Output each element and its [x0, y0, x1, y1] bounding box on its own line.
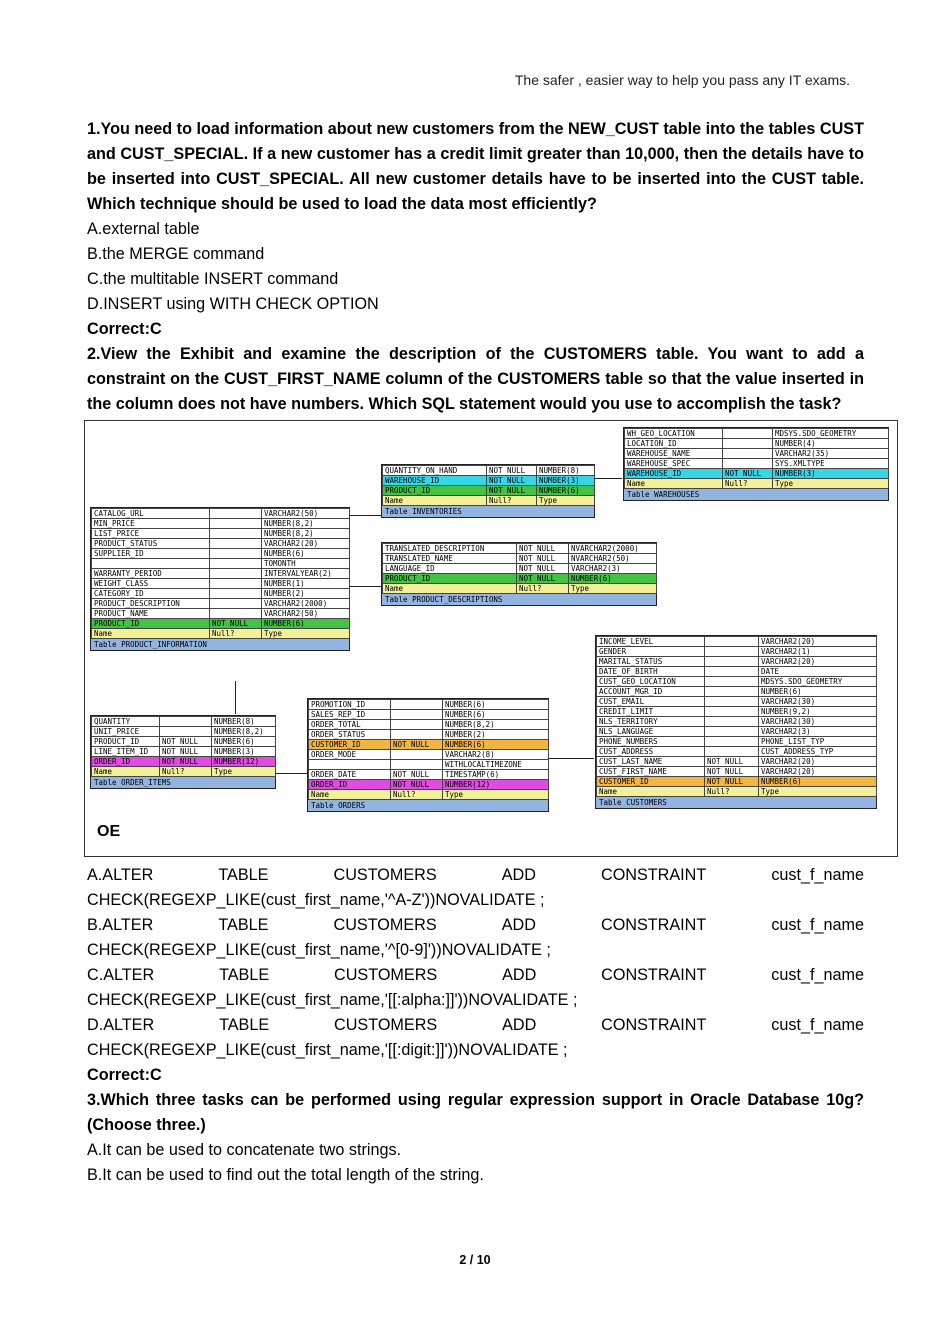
data-type-cell: VARCHAR2(3) — [759, 727, 877, 737]
relationship-line — [349, 586, 381, 587]
table-row — [309, 730, 549, 740]
column-name-cell: Name — [92, 767, 160, 777]
column-name-cell: CUST_GEO_LOCATION — [597, 677, 705, 687]
null-constraint-cell — [705, 647, 759, 657]
column-name-cell: ORDER_STATUS — [309, 730, 391, 740]
null-constraint-cell — [705, 747, 759, 757]
table-row — [383, 544, 657, 554]
column-name-cell: NLS_TERRITORY — [597, 717, 705, 727]
column-name-cell: CATEGORY_ID — [92, 589, 210, 599]
column-name-cell: Name — [92, 629, 210, 639]
table-row — [92, 727, 276, 737]
null-constraint-cell: NOT NULL — [160, 757, 212, 767]
null-constraint-cell — [705, 717, 759, 727]
table-caption: Table PRODUCT_DESCRIPTIONS — [382, 594, 656, 605]
data-type-cell: NUMBER(12) — [212, 757, 276, 767]
null-constraint-cell — [210, 529, 262, 539]
table-row — [625, 459, 889, 469]
table-row — [597, 787, 877, 797]
data-type-cell: NUMBER(6) — [569, 574, 657, 584]
column-name-cell: LANGUAGE_ID — [383, 564, 517, 574]
table-row — [92, 747, 276, 757]
null-constraint-cell — [705, 637, 759, 647]
exhibit-schema-diagram — [84, 420, 898, 857]
null-constraint-cell: NOT NULL — [487, 476, 537, 486]
null-constraint-cell — [210, 549, 262, 559]
table-row — [597, 747, 877, 757]
data-type-cell: NUMBER(8,2) — [262, 529, 350, 539]
table-order-items — [90, 715, 276, 789]
table-caption: Table INVENTORIES — [382, 506, 594, 517]
table-row — [309, 750, 549, 760]
q2-option-c-line2: CHECK(REGEXP_LIKE(cust_first_name,'[[:alpha:]]'))NOVALIDATE ; — [87, 991, 578, 1009]
data-type-cell: WITHLOCALTIMEZONE — [443, 760, 549, 770]
null-constraint-cell: NOT NULL — [705, 777, 759, 787]
table-row — [597, 717, 877, 727]
table-row — [92, 609, 350, 619]
data-type-cell: TIMESTAMP(6) — [443, 770, 549, 780]
null-constraint-cell: Null? — [517, 584, 569, 594]
table-row — [92, 559, 350, 569]
column-name-cell: SUPPLIER_ID — [92, 549, 210, 559]
column-name-cell: PROMOTION_ID — [309, 700, 391, 710]
q2-option-d-line1: D.ALTER TABLE CUSTOMERS ADD CONSTRAINT cust_f_name — [87, 1016, 864, 1034]
column-name-cell: ORDER_ID — [92, 757, 160, 767]
column-name-cell: CUST_LAST_NAME — [597, 757, 705, 767]
table-row — [92, 599, 350, 609]
null-constraint-cell — [210, 569, 262, 579]
table-row — [92, 549, 350, 559]
q3-option-b: B.It can be used to find out the total length of the string. — [87, 1166, 484, 1184]
data-type-cell: NUMBER(6) — [443, 710, 549, 720]
table-row — [597, 707, 877, 717]
table-row — [597, 677, 877, 687]
null-constraint-cell: NOT NULL — [517, 564, 569, 574]
data-type-cell: NUMBER(12) — [443, 780, 549, 790]
null-constraint-cell — [705, 677, 759, 687]
table-caption: Table ORDER_ITEMS — [91, 777, 275, 788]
data-type-cell: VARCHAR2(1) — [759, 647, 877, 657]
data-type-cell: NUMBER(3) — [773, 469, 889, 479]
column-name-cell: PRODUCT_ID — [383, 574, 517, 584]
table-row — [625, 469, 889, 479]
null-constraint-cell — [705, 687, 759, 697]
table-row — [309, 700, 549, 710]
data-type-cell: Type — [537, 496, 595, 506]
relationship-line — [275, 773, 307, 774]
data-type-cell: NUMBER(2) — [262, 589, 350, 599]
column-name-cell: Name — [597, 787, 705, 797]
null-constraint-cell — [210, 579, 262, 589]
table-row — [383, 476, 595, 486]
data-type-cell: VARCHAR2(20) — [262, 539, 350, 549]
data-type-cell: VARCHAR2(8) — [443, 750, 549, 760]
data-type-cell: NUMBER(3) — [537, 476, 595, 486]
data-type-cell: NUMBER(6) — [759, 687, 877, 697]
column-name-cell: Name — [309, 790, 391, 800]
data-type-cell: SYS.XMLTYPE — [773, 459, 889, 469]
data-type-cell: VARCHAR2(2000) — [262, 599, 350, 609]
relationship-line — [349, 515, 381, 516]
column-name-cell: INCOME_LEVEL — [597, 637, 705, 647]
null-constraint-cell — [391, 750, 443, 760]
null-constraint-cell: NOT NULL — [705, 767, 759, 777]
column-name-cell: CUST_ADDRESS — [597, 747, 705, 757]
null-constraint-cell — [160, 717, 212, 727]
data-type-cell: NUMBER(9,2) — [759, 707, 877, 717]
column-name-cell: QUANTITY_ON_HAND — [383, 466, 487, 476]
data-type-cell: DATE — [759, 667, 877, 677]
column-name-cell: DATE_OF_BIRTH — [597, 667, 705, 677]
column-name-cell: Name — [625, 479, 723, 489]
table-row — [625, 439, 889, 449]
data-type-cell: MDSYS.SDO_GEOMETRY — [759, 677, 877, 687]
table-row — [597, 737, 877, 747]
table-row — [597, 757, 877, 767]
table-row — [92, 539, 350, 549]
null-constraint-cell — [391, 720, 443, 730]
null-constraint-cell: NOT NULL — [160, 747, 212, 757]
table-product-information — [90, 507, 350, 651]
column-name-cell: LOCATION_ID — [625, 439, 723, 449]
table-caption: Table ORDERS — [308, 800, 548, 811]
table-row — [597, 667, 877, 677]
null-constraint-cell — [705, 737, 759, 747]
null-constraint-cell — [391, 730, 443, 740]
table-row — [383, 584, 657, 594]
q1-option-d: D.INSERT using WITH CHECK OPTION — [87, 295, 379, 313]
null-constraint-cell — [705, 657, 759, 667]
null-constraint-cell — [391, 760, 443, 770]
table-row — [383, 466, 595, 476]
column-name-cell: CREDIT_LIMIT — [597, 707, 705, 717]
column-name-cell: WAREHOUSE_ID — [383, 476, 487, 486]
data-type-cell: Type — [773, 479, 889, 489]
null-constraint-cell: Null? — [391, 790, 443, 800]
table-row — [625, 479, 889, 489]
column-name-cell: ORDER_ID — [309, 780, 391, 790]
data-type-cell: NUMBER(1) — [262, 579, 350, 589]
table-orders — [307, 698, 549, 812]
q1-option-b: B.the MERGE command — [87, 245, 265, 263]
table-row — [92, 757, 276, 767]
data-type-cell: NUMBER(4) — [773, 439, 889, 449]
table-caption: Table WAREHOUSES — [624, 489, 888, 500]
data-type-cell: NUMBER(8,2) — [262, 519, 350, 529]
table-row — [597, 727, 877, 737]
column-name-cell: LIST_PRICE — [92, 529, 210, 539]
null-constraint-cell — [391, 710, 443, 720]
relationship-line — [235, 681, 236, 714]
data-type-cell: NUMBER(6) — [537, 486, 595, 496]
data-type-cell: CUST_ADDRESS_TYP — [759, 747, 877, 757]
column-name-cell: Name — [383, 496, 487, 506]
column-name-cell: Name — [383, 584, 517, 594]
data-type-cell: NUMBER(8) — [537, 466, 595, 476]
null-constraint-cell: NOT NULL — [487, 486, 537, 496]
q2-option-c-line1: C.ALTER TABLE CUSTOMERS ADD CONSTRAINT cust_f_name — [87, 966, 864, 984]
column-name-cell: UNIT_PRICE — [92, 727, 160, 737]
table-row — [309, 770, 549, 780]
data-type-cell: VARCHAR2(3) — [569, 564, 657, 574]
data-type-cell: VARCHAR2(30) — [759, 717, 877, 727]
null-constraint-cell: NOT NULL — [723, 469, 773, 479]
column-name-cell: PRODUCT_ID — [92, 619, 210, 629]
null-constraint-cell — [160, 727, 212, 737]
column-name-cell: CUSTOMER_ID — [309, 740, 391, 750]
table-row — [92, 589, 350, 599]
null-constraint-cell — [723, 459, 773, 469]
null-constraint-cell: Null? — [487, 496, 537, 506]
table-row — [92, 569, 350, 579]
column-name-cell: WAREHOUSE_SPEC — [625, 459, 723, 469]
table-row — [597, 697, 877, 707]
table-row — [92, 529, 350, 539]
data-type-cell: INTERVALYEAR(2) — [262, 569, 350, 579]
document-body — [87, 117, 864, 1188]
null-constraint-cell — [210, 539, 262, 549]
column-name-cell: ORDER_MODE — [309, 750, 391, 760]
null-constraint-cell — [210, 559, 262, 569]
page-header-tagline: The safer , easier way to help you pass any IT exams. — [514, 72, 850, 88]
column-name-cell: MARITAL_STATUS — [597, 657, 705, 667]
table-row — [383, 496, 595, 506]
null-constraint-cell — [705, 697, 759, 707]
column-name-cell: NLS_LANGUAGE — [597, 727, 705, 737]
column-name-cell: SALES_REP_ID — [309, 710, 391, 720]
q2-option-b-line1: B.ALTER TABLE CUSTOMERS ADD CONSTRAINT cust_f_name — [87, 916, 864, 934]
table-product-descriptions — [381, 542, 657, 606]
null-constraint-cell — [210, 599, 262, 609]
table-row — [383, 564, 657, 574]
null-constraint-cell: NOT NULL — [487, 466, 537, 476]
null-constraint-cell: NOT NULL — [517, 544, 569, 554]
table-row — [309, 720, 549, 730]
table-warehouses — [623, 427, 889, 501]
null-constraint-cell: NOT NULL — [160, 737, 212, 747]
data-type-cell: TOMONTH — [262, 559, 350, 569]
table-inventories — [381, 464, 595, 518]
null-constraint-cell — [210, 519, 262, 529]
table-row — [597, 777, 877, 787]
data-type-cell: NUMBER(6) — [212, 737, 276, 747]
data-type-cell: NUMBER(6) — [262, 549, 350, 559]
q2-correct-answer: Correct:C — [87, 1066, 162, 1084]
table-row — [309, 760, 549, 770]
null-constraint-cell: Null? — [705, 787, 759, 797]
data-type-cell: MDSYS.SDO_GEOMETRY — [773, 429, 889, 439]
data-type-cell: Type — [569, 584, 657, 594]
table-row — [383, 554, 657, 564]
null-constraint-cell: Null? — [160, 767, 212, 777]
data-type-cell: VARCHAR2(20) — [759, 767, 877, 777]
null-constraint-cell — [391, 700, 443, 710]
relationship-line — [594, 478, 622, 479]
column-name-cell: WAREHOUSE_NAME — [625, 449, 723, 459]
data-type-cell: NUMBER(8,2) — [212, 727, 276, 737]
table-row — [92, 509, 350, 519]
data-type-cell: NUMBER(8) — [212, 717, 276, 727]
column-name-cell: PRODUCT_DESCRIPTION — [92, 599, 210, 609]
null-constraint-cell — [705, 727, 759, 737]
column-name-cell: QUANTITY — [92, 717, 160, 727]
null-constraint-cell: Null? — [210, 629, 262, 639]
column-name-cell: CUST_FIRST_NAME — [597, 767, 705, 777]
q3-option-a: A.It can be used to concatenate two strings. — [87, 1141, 402, 1159]
q1-option-c: C.the multitable INSERT command — [87, 270, 339, 288]
table-row — [92, 519, 350, 529]
data-type-cell: NUMBER(2) — [443, 730, 549, 740]
q1-option-a: A.external table — [87, 220, 200, 238]
column-name-cell: ORDER_DATE — [309, 770, 391, 780]
data-type-cell: Type — [443, 790, 549, 800]
data-type-cell: Type — [262, 629, 350, 639]
null-constraint-cell — [705, 707, 759, 717]
exhibit-schema-label: OE — [97, 823, 121, 840]
column-name-cell: ACCOUNT_MGR_ID — [597, 687, 705, 697]
table-caption: Table PRODUCT_INFORMATION — [91, 639, 349, 650]
column-name-cell: TRANSLATED_DESCRIPTION — [383, 544, 517, 554]
table-row — [625, 449, 889, 459]
table-row — [383, 574, 657, 584]
null-constraint-cell: NOT NULL — [705, 757, 759, 767]
q2-option-a-line1: A.ALTER TABLE CUSTOMERS ADD CONSTRAINT cust_f_name — [87, 866, 864, 884]
column-name-cell: PHONE_NUMBERS — [597, 737, 705, 747]
table-row — [597, 637, 877, 647]
table-caption: Table CUSTOMERS — [596, 797, 876, 808]
data-type-cell: VARCHAR2(35) — [773, 449, 889, 459]
table-row — [309, 790, 549, 800]
table-row — [309, 740, 549, 750]
table-row — [92, 619, 350, 629]
column-name-cell: CUSTOMER_ID — [597, 777, 705, 787]
relationship-line — [548, 758, 594, 759]
data-type-cell: VARCHAR2(20) — [759, 757, 877, 767]
column-name-cell: LINE_ITEM_ID — [92, 747, 160, 757]
table-row — [92, 717, 276, 727]
table-row — [92, 579, 350, 589]
column-name-cell: WAREHOUSE_ID — [625, 469, 723, 479]
table-row — [92, 737, 276, 747]
column-name-cell: CUST_EMAIL — [597, 697, 705, 707]
data-type-cell: Type — [759, 787, 877, 797]
data-type-cell: Type — [212, 767, 276, 777]
data-type-cell: NVARCHAR2(50) — [569, 554, 657, 564]
table-row — [383, 486, 595, 496]
table-row — [597, 657, 877, 667]
data-type-cell: VARCHAR2(30) — [759, 697, 877, 707]
table-row — [597, 767, 877, 777]
question-1-text: 1.You need to load information about new customers from the NEW_CUST table into the tables CUST and CUST_SPECIAL. If a new customer has a credit limit greater than 10,000, then the details have to be inserted into CUST_SPECIAL. All new customer details have to be inserted into the CUST table. Which technique should be used to load the data most efficiently? — [87, 120, 864, 213]
data-type-cell: VARCHAR2(20) — [759, 637, 877, 647]
null-constraint-cell — [723, 439, 773, 449]
column-name-cell: GENDER — [597, 647, 705, 657]
column-name-cell: ORDER_TOTAL — [309, 720, 391, 730]
table-row — [92, 767, 276, 777]
null-constraint-cell — [210, 589, 262, 599]
column-name-cell — [92, 559, 210, 569]
null-constraint-cell: Null? — [723, 479, 773, 489]
null-constraint-cell: NOT NULL — [391, 770, 443, 780]
column-name-cell: PRODUCT_ID — [92, 737, 160, 747]
page-number: 2 / 10 — [459, 1253, 491, 1267]
column-name-cell — [309, 760, 391, 770]
data-type-cell: NUMBER(8,2) — [443, 720, 549, 730]
null-constraint-cell — [723, 449, 773, 459]
column-name-cell: WEIGHT_CLASS — [92, 579, 210, 589]
column-name-cell: WH_GEO_LOCATION — [625, 429, 723, 439]
data-type-cell: VARCHAR2(50) — [262, 509, 350, 519]
question-2-text: 2.View the Exhibit and examine the description of the CUSTOMERS table. You want to add a constraint on the CUST_FIRST_NAME column of the CUSTOMERS table so that the value inserted in the column does not have numbers. Which SQL statement would you use to accomplish the task? — [87, 345, 864, 413]
data-type-cell: VARCHAR2(20) — [759, 657, 877, 667]
column-name-cell: CATALOG_URL — [92, 509, 210, 519]
q2-option-d-line2: CHECK(REGEXP_LIKE(cust_first_name,'[[:digit:]]'))NOVALIDATE ; — [87, 1041, 568, 1059]
column-name-cell: MIN_PRICE — [92, 519, 210, 529]
column-name-cell: PRODUCT_NAME — [92, 609, 210, 619]
null-constraint-cell — [210, 609, 262, 619]
data-type-cell: NUMBER(3) — [212, 747, 276, 757]
data-type-cell: NUMBER(6) — [443, 740, 549, 750]
null-constraint-cell: NOT NULL — [517, 574, 569, 584]
data-type-cell: NUMBER(6) — [443, 700, 549, 710]
table-customers — [595, 635, 877, 809]
table-row — [625, 429, 889, 439]
column-name-cell: TRANSLATED_NAME — [383, 554, 517, 564]
null-constraint-cell: NOT NULL — [391, 740, 443, 750]
table-row — [309, 780, 549, 790]
table-row — [309, 710, 549, 720]
q2-option-b-line2: CHECK(REGEXP_LIKE(cust_first_name,'^[0-9]'))NOVALIDATE ; — [87, 941, 551, 959]
null-constraint-cell: NOT NULL — [517, 554, 569, 564]
question-3-text: 3.Which three tasks can be performed using regular expression support in Oracle Database 10g? (Choose three.) — [87, 1091, 864, 1134]
null-constraint-cell — [210, 509, 262, 519]
q2-option-a-line2: CHECK(REGEXP_LIKE(cust_first_name,'^A-Z'))NOVALIDATE ; — [87, 891, 545, 909]
data-type-cell: VARCHAR2(50) — [262, 609, 350, 619]
data-type-cell: NVARCHAR2(2000) — [569, 544, 657, 554]
data-type-cell: NUMBER(6) — [262, 619, 350, 629]
null-constraint-cell: NOT NULL — [210, 619, 262, 629]
q1-correct-answer: Correct:C — [87, 320, 162, 338]
null-constraint-cell — [705, 667, 759, 677]
data-type-cell: NUMBER(6) — [759, 777, 877, 787]
null-constraint-cell: NOT NULL — [391, 780, 443, 790]
data-type-cell: PHONE_LIST_TYP — [759, 737, 877, 747]
column-name-cell: PRODUCT_ID — [383, 486, 487, 496]
null-constraint-cell — [723, 429, 773, 439]
column-name-cell: PRODUCT_STATUS — [92, 539, 210, 549]
table-row — [92, 629, 350, 639]
column-name-cell: WARRANTY_PERIOD — [92, 569, 210, 579]
table-row — [597, 647, 877, 657]
table-row — [597, 687, 877, 697]
